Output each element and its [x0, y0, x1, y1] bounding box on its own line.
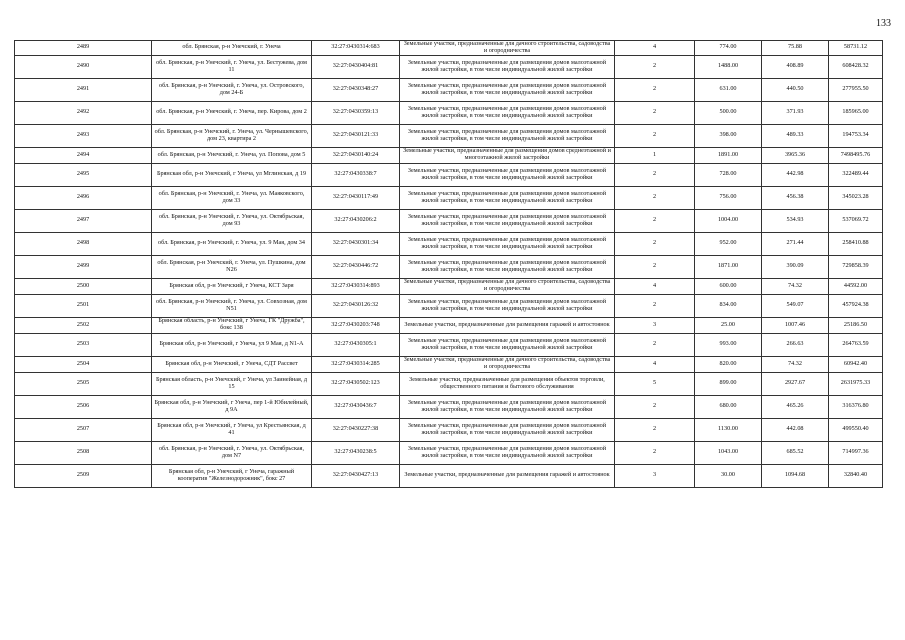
specific-value-cell: 1007.46	[762, 317, 829, 333]
group-cell: 4	[615, 278, 695, 294]
row-number-cell: 2500	[15, 278, 152, 294]
area-cell: 899.00	[695, 372, 762, 395]
group-cell: 4	[615, 356, 695, 372]
group-cell: 2	[615, 418, 695, 441]
cadastral-number-cell: 32:27:0430126:32	[312, 294, 400, 317]
address-cell: Брянская обл, р-н Унечский, г Унеча, ул Мглинская, д 19	[152, 163, 312, 186]
specific-value-cell: 534.93	[762, 209, 829, 232]
group-cell: 2	[615, 186, 695, 209]
land-use-cell: Земельные участки, предназначенные для размещения домов малоэтажной жилой застройки, в том числе индивидуальной жилой застройки	[400, 395, 615, 418]
area-cell: 952.00	[695, 232, 762, 255]
table-row	[15, 464, 883, 487]
row-number-cell: 2498	[15, 232, 152, 255]
row-number-cell: 2499	[15, 255, 152, 278]
group-cell: 3	[615, 464, 695, 487]
table-row	[15, 55, 883, 78]
cadastral-value-cell: 194753.34	[829, 124, 883, 147]
table-row	[15, 78, 883, 101]
land-use-cell: Земельные участки, предназначенные для размещения домов малоэтажной жилой застройки, в том числе индивидуальной жилой застройки	[400, 209, 615, 232]
land-use-cell: Земельные участки, предназначенные для размещения объектов торговли, общественного питания и бытового обслуживания	[400, 372, 615, 395]
specific-value-cell: 371.93	[762, 101, 829, 124]
address-cell: обл. Брянская, р-н Унечский, г. Унеча, ул. Совхозная, дом N51	[152, 294, 312, 317]
row-number-cell: 2496	[15, 186, 152, 209]
group-cell: 2	[615, 163, 695, 186]
specific-value-cell: 440.50	[762, 78, 829, 101]
cadastral-number-cell: 32:27:0430314:683	[312, 41, 400, 56]
row-number-cell: 2504	[15, 356, 152, 372]
specific-value-cell: 465.26	[762, 395, 829, 418]
specific-value-cell: 685.52	[762, 441, 829, 464]
table-row	[15, 356, 883, 372]
cadastral-number-cell: 32:27:0430314:285	[312, 356, 400, 372]
land-use-cell: Земельные участки, предназначенные для размещения домов малоэтажной жилой застройки, в том числе индивидуальной жилой застройки	[400, 55, 615, 78]
group-cell: 2	[615, 55, 695, 78]
specific-value-cell: 442.08	[762, 418, 829, 441]
specific-value-cell: 489.33	[762, 124, 829, 147]
row-number-cell: 2502	[15, 317, 152, 333]
row-number-cell: 2505	[15, 372, 152, 395]
specific-value-cell: 549.07	[762, 294, 829, 317]
cadastral-value-cell: 316376.80	[829, 395, 883, 418]
table-row	[15, 147, 883, 163]
group-cell: 3	[615, 317, 695, 333]
row-number-cell: 2491	[15, 78, 152, 101]
cadastral-number-cell: 32:27:0430121:33	[312, 124, 400, 147]
group-cell: 2	[615, 78, 695, 101]
land-use-cell: Земельные участки, предназначенные для размещения домов малоэтажной жилой застройки, в том числе индивидуальной жилой застройки	[400, 101, 615, 124]
land-use-cell: Земельные участки, предназначенные для размещения домов среднеэтажной и многоэтажной жилой застройки	[400, 147, 615, 163]
table-row	[15, 418, 883, 441]
specific-value-cell: 1094.68	[762, 464, 829, 487]
address-cell: обл. Брянская, р-н Унечский, г. Унеча, ул. 9 Мая, дом 34	[152, 232, 312, 255]
cadastral-value-cell: 345023.28	[829, 186, 883, 209]
cadastral-number-cell: 32:27:0430140:24	[312, 147, 400, 163]
address-cell: Брянская обл, р-н Унечский, г Унеча, СДТ Рассвет	[152, 356, 312, 372]
table-row	[15, 163, 883, 186]
address-cell: Брянская обл, р-н Унечский, г Унеча, КСТ Заря	[152, 278, 312, 294]
area-cell: 774.00	[695, 41, 762, 56]
cadastral-number-cell: 32:27:0430305:1	[312, 333, 400, 356]
area-cell: 1488.00	[695, 55, 762, 78]
cadastral-value-cell: 714997.36	[829, 441, 883, 464]
specific-value-cell: 390.09	[762, 255, 829, 278]
page-number: 133	[876, 18, 891, 29]
cadastral-value-cell: 58731.12	[829, 41, 883, 56]
row-number-cell: 2494	[15, 147, 152, 163]
table-row	[15, 333, 883, 356]
cadastral-value-cell: 499550.40	[829, 418, 883, 441]
row-number-cell: 2495	[15, 163, 152, 186]
cadastral-value-cell: 457924.38	[829, 294, 883, 317]
cadastral-number-cell: 32:27:0430206:2	[312, 209, 400, 232]
cadastral-number-cell: 32:27:0430427:13	[312, 464, 400, 487]
area-cell: 820.00	[695, 356, 762, 372]
cadastral-value-cell: 537069.72	[829, 209, 883, 232]
cadastral-number-cell: 32:27:0430301:34	[312, 232, 400, 255]
table-row	[15, 255, 883, 278]
address-cell: обл. Брянская, р-н Унечский, г. Унеча, ул. Октябрьская, дом 93	[152, 209, 312, 232]
cadastral-value-cell: 7498495.76	[829, 147, 883, 163]
address-cell: Брянская область, р-н Унечский, г Унеча, ул Заинейная, д 15	[152, 372, 312, 395]
address-cell: Брянская обл, р-н Унечский, г Унеча, ул Крестьянская, д 41	[152, 418, 312, 441]
row-number-cell: 2508	[15, 441, 152, 464]
cadastral-number-cell: 32:27:0430203:748	[312, 317, 400, 333]
cadastral-number-cell: 32:27:0430227:38	[312, 418, 400, 441]
cadastral-number-cell: 32:27:0430359:13	[312, 101, 400, 124]
row-number-cell: 2506	[15, 395, 152, 418]
area-cell: 398.00	[695, 124, 762, 147]
specific-value-cell: 271.44	[762, 232, 829, 255]
cadastral-value-table	[14, 40, 883, 488]
group-cell: 2	[615, 294, 695, 317]
specific-value-cell: 3965.36	[762, 147, 829, 163]
address-cell: обл. Брянская, р-н Унечский, г. Унеча, ул. Попова, дом 5	[152, 147, 312, 163]
cadastral-number-cell: 32:27:0430502:123	[312, 372, 400, 395]
cadastral-number-cell: 32:27:0430238:5	[312, 441, 400, 464]
land-use-cell: Земельные участки, предназначенные для размещения домов малоэтажной жилой застройки, в том числе индивидуальной жилой застройки	[400, 441, 615, 464]
group-cell: 2	[615, 441, 695, 464]
table-row	[15, 209, 883, 232]
address-cell: Брянская обл, р-н Унечский, г Унеча, ул 9 Мая, д N1-А	[152, 333, 312, 356]
cadastral-number-cell: 32:27:0430348:27	[312, 78, 400, 101]
area-cell: 1871.00	[695, 255, 762, 278]
table-row	[15, 232, 883, 255]
specific-value-cell: 2927.67	[762, 372, 829, 395]
address-cell: обл. Брянская, р-н Унечский, г. Унеча, ул. Чернышевского, дом 23, квартира 2	[152, 124, 312, 147]
row-number-cell: 2501	[15, 294, 152, 317]
area-cell: 728.00	[695, 163, 762, 186]
table-row	[15, 186, 883, 209]
area-cell: 1043.00	[695, 441, 762, 464]
cadastral-value-cell: 277955.50	[829, 78, 883, 101]
address-cell: обл. Брянская, р-н Унечский, г. Унеча, ул. Островского, дом 24-Б	[152, 78, 312, 101]
cadastral-value-cell: 729858.39	[829, 255, 883, 278]
cadastral-number-cell: 32:27:0430314:893	[312, 278, 400, 294]
address-cell: обл. Брянская, р-н Унечский, г. Унеча, ул. Октябрьская, дом N7	[152, 441, 312, 464]
table-row	[15, 278, 883, 294]
land-use-cell: Земельные участки, предназначенные для размещения гаражей и автостоянок	[400, 317, 615, 333]
cadastral-value-cell: 32840.40	[829, 464, 883, 487]
area-cell: 1891.00	[695, 147, 762, 163]
table-row	[15, 372, 883, 395]
group-cell: 2	[615, 209, 695, 232]
cadastral-value-cell: 322489.44	[829, 163, 883, 186]
row-number-cell: 2497	[15, 209, 152, 232]
row-number-cell: 2507	[15, 418, 152, 441]
land-use-cell: Земельные участки, предназначенные для размещения домов малоэтажной жилой застройки, в том числе индивидуальной жилой застройки	[400, 333, 615, 356]
specific-value-cell: 74.32	[762, 278, 829, 294]
specific-value-cell: 75.88	[762, 41, 829, 56]
table-row	[15, 317, 883, 333]
specific-value-cell: 442.98	[762, 163, 829, 186]
land-use-cell: Земельные участки, предназначенные для дачного строительства, садоводства и огородничества	[400, 356, 615, 372]
group-cell: 2	[615, 333, 695, 356]
row-number-cell: 2503	[15, 333, 152, 356]
group-cell: 2	[615, 101, 695, 124]
table-row	[15, 441, 883, 464]
group-cell: 4	[615, 41, 695, 56]
address-cell: обл. Брянская, р-н Унечский, г. Унеча, ул. Маяковского, дом 33	[152, 186, 312, 209]
address-cell: Брянская область, р-н Унечский, г Унеча, ГК "Дружба", бокс 138	[152, 317, 312, 333]
land-use-cell: Земельные участки, предназначенные для размещения домов малоэтажной жилой застройки, в том числе индивидуальной жилой застройки	[400, 294, 615, 317]
table-row	[15, 395, 883, 418]
land-use-cell: Земельные участки, предназначенные для размещения домов малоэтажной жилой застройки, в том числе индивидуальной жилой застройки	[400, 78, 615, 101]
address-cell: обл. Брянская, р-н Унечский, г. Унеча, пер. Кирова, дом 2	[152, 101, 312, 124]
cadastral-value-cell: 608428.32	[829, 55, 883, 78]
area-cell: 30.00	[695, 464, 762, 487]
specific-value-cell: 74.32	[762, 356, 829, 372]
row-number-cell: 2492	[15, 101, 152, 124]
cadastral-number-cell: 32:27:0430338:7	[312, 163, 400, 186]
cadastral-value-cell: 2631975.33	[829, 372, 883, 395]
table-row	[15, 41, 883, 56]
row-number-cell: 2489	[15, 41, 152, 56]
area-cell: 1004.00	[695, 209, 762, 232]
land-use-cell: Земельные участки, предназначенные для размещения гаражей и автостоянок	[400, 464, 615, 487]
area-cell: 756.00	[695, 186, 762, 209]
table-row	[15, 294, 883, 317]
table-row	[15, 124, 883, 147]
cadastral-value-cell: 264763.59	[829, 333, 883, 356]
area-cell: 25.00	[695, 317, 762, 333]
group-cell: 2	[615, 255, 695, 278]
address-cell: обл. Брянская, р-н Унечский, г. Унеча, ул. Пушкина, дом N26	[152, 255, 312, 278]
table-row	[15, 101, 883, 124]
group-cell: 2	[615, 395, 695, 418]
row-number-cell: 2493	[15, 124, 152, 147]
group-cell: 2	[615, 124, 695, 147]
specific-value-cell: 408.89	[762, 55, 829, 78]
row-number-cell: 2509	[15, 464, 152, 487]
address-cell: обл. Брянская, р-н Унечский, г. Унеча	[152, 41, 312, 56]
land-use-cell: Земельные участки, предназначенные для размещения домов малоэтажной жилой застройки, в том числе индивидуальной жилой застройки	[400, 232, 615, 255]
address-cell: Брянская обл, р-н Унечский, г Унеча, пер 1-й Юбилейный, д 9А	[152, 395, 312, 418]
cadastral-value-cell: 25186.50	[829, 317, 883, 333]
area-cell: 680.00	[695, 395, 762, 418]
land-use-cell: Земельные участки, предназначенные для размещения домов малоэтажной жилой застройки, в том числе индивидуальной жилой застройки	[400, 418, 615, 441]
specific-value-cell: 456.38	[762, 186, 829, 209]
land-use-cell: Земельные участки, предназначенные для дачного строительства, садоводства и огородничества	[400, 41, 615, 56]
cadastral-value-cell: 258410.88	[829, 232, 883, 255]
specific-value-cell: 266.63	[762, 333, 829, 356]
land-use-cell: Земельные участки, предназначенные для размещения домов малоэтажной жилой застройки, в том числе индивидуальной жилой застройки	[400, 186, 615, 209]
area-cell: 993.00	[695, 333, 762, 356]
area-cell: 500.00	[695, 101, 762, 124]
land-use-cell: Земельные участки, предназначенные для размещения домов малоэтажной жилой застройки, в том числе индивидуальной жилой застройки	[400, 163, 615, 186]
group-cell: 5	[615, 372, 695, 395]
area-cell: 834.00	[695, 294, 762, 317]
area-cell: 600.00	[695, 278, 762, 294]
land-use-cell: Земельные участки, предназначенные для размещения домов малоэтажной жилой застройки, в том числе индивидуальной жилой застройки	[400, 124, 615, 147]
address-cell: Брянская обл, р-н Унечский, г Унеча, гаражный кооператив "Железнодорожник", бокс 27	[152, 464, 312, 487]
row-number-cell: 2490	[15, 55, 152, 78]
area-cell: 1130.00	[695, 418, 762, 441]
address-cell: обл. Брянская, р-н Унечский, г. Унеча, ул. Бестужева, дом 11	[152, 55, 312, 78]
area-cell: 631.00	[695, 78, 762, 101]
land-use-cell: Земельные участки, предназначенные для размещения домов малоэтажной жилой застройки, в том числе индивидуальной жилой застройки	[400, 255, 615, 278]
cadastral-value-cell: 44592.00	[829, 278, 883, 294]
group-cell: 2	[615, 232, 695, 255]
group-cell: 1	[615, 147, 695, 163]
cadastral-number-cell: 32:27:0430446:72	[312, 255, 400, 278]
cadastral-number-cell: 32:27:0430117:49	[312, 186, 400, 209]
cadastral-number-cell: 32:27:0430436:7	[312, 395, 400, 418]
cadastral-value-cell: 185965.00	[829, 101, 883, 124]
cadastral-number-cell: 32:27:0430404:81	[312, 55, 400, 78]
cadastral-value-cell: 60942.40	[829, 356, 883, 372]
land-use-cell: Земельные участки, предназначенные для дачного строительства, садоводства и огородничества	[400, 278, 615, 294]
